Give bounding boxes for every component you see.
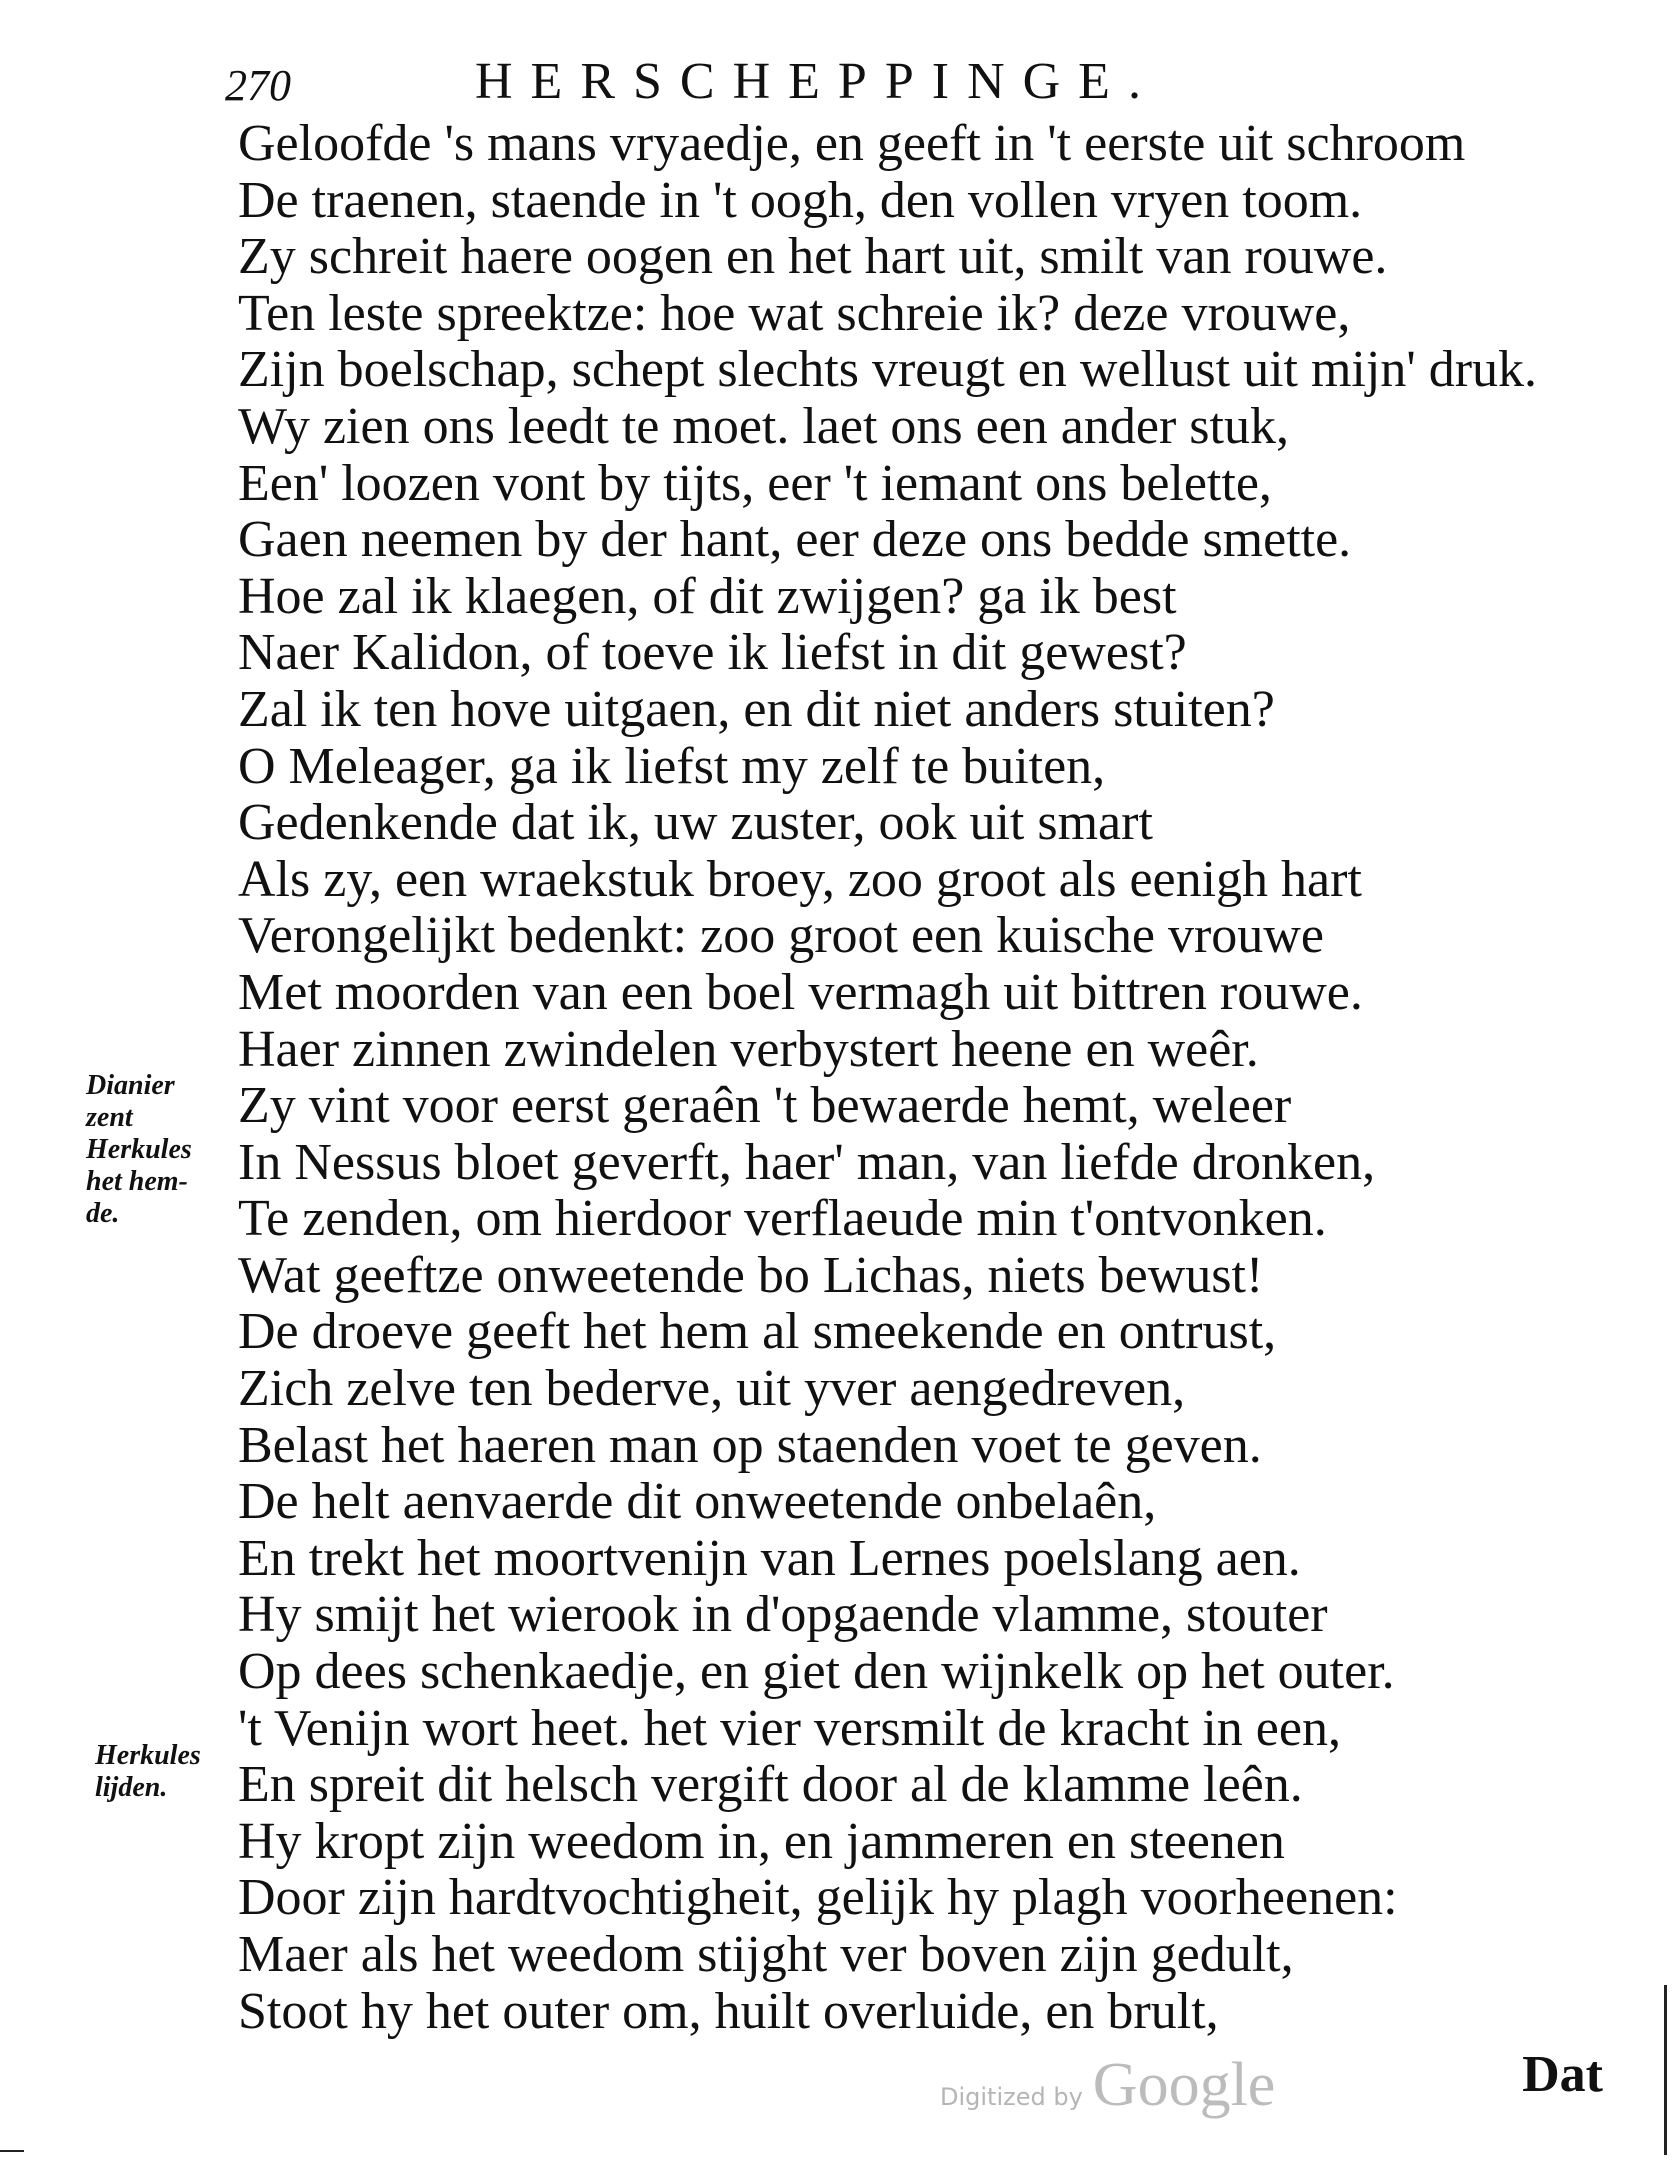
verse-line: Zy vint voor eerst geraên 't bewaerde hemt, weleer xyxy=(238,1077,1292,1135)
page-edge-line xyxy=(1664,1985,1667,2155)
verse-line: Gaen neemen by der hant, eer deze ons bedde smette. xyxy=(238,511,1352,569)
verse-line: Wy zien ons leedt te moet. laet ons een ander stuk, xyxy=(238,397,1289,455)
margin-note-line: Dianier xyxy=(86,1070,175,1101)
running-title: HERSCHEPPINGE. xyxy=(475,53,1159,110)
margin-note-line: de. xyxy=(86,1198,120,1229)
verse-line: Op dees schenkaedje, en giet den wijnkelk op het outer. xyxy=(238,1643,1395,1701)
verse-line: Naer Kalidon, of toeve ik liefst in dit gewest? xyxy=(238,624,1187,682)
verse-line: Stoot hy het outer om, huilt overluide, en brult, xyxy=(238,1982,1219,2040)
verse-line: De droeve geeft het hem al smeekende en ontrust, xyxy=(238,1303,1277,1361)
verse-line: De traenen, staende in 't oogh, den vollen vryen toom. xyxy=(238,171,1363,229)
verse-line: Belast het haeren man op staenden voet te geven. xyxy=(238,1416,1262,1474)
verse-line: Zal ik ten hove uitgaen, en dit niet anders stuiten? xyxy=(238,680,1275,738)
verse-line: Zijn boelschap, schept slechts vreugt en wellust uit mijn' druk. xyxy=(238,341,1538,399)
verse-line: Zy schreit haere oogen en het hart uit, smilt van rouwe. xyxy=(238,228,1388,286)
verse-line: Wat geeftze onweetende bo Lichas, niets bewust! xyxy=(238,1246,1264,1304)
verse-line: Zich zelve ten bederve, uit yver aengedreven, xyxy=(238,1360,1186,1418)
verse-line: Hoe zal ik klaegen, of dit zwijgen? ga ik best xyxy=(238,567,1177,625)
verse-line: Maer als het weedom stijght ver boven zijn gedult, xyxy=(238,1926,1294,1983)
verse-line: En spreit dit helsch vergift door al de klamme leên. xyxy=(238,1756,1303,1814)
page-edge-tick xyxy=(0,2150,24,2152)
verse-line: O Meleager, ga ik liefst my zelf te buiten, xyxy=(238,737,1106,795)
margin-note-line: zent xyxy=(86,1102,133,1133)
verse-line: Met moorden van een boel vermagh uit bittren rouwe. xyxy=(238,963,1363,1021)
verse-line: In Nessus bloet geverft, haer' man, van liefde dronken, xyxy=(238,1133,1376,1191)
margin-note-line: het hem- xyxy=(86,1166,188,1197)
verse-line: De helt aenvaerde dit onweetende onbelaên, xyxy=(238,1473,1157,1531)
margin-note-herkules xyxy=(95,1740,235,1804)
verse-line: Hy kropt zijn weedom in, en jammeren en steenen xyxy=(238,1812,1285,1870)
digitized-watermark xyxy=(940,2050,1275,2120)
verse-line: Als zy, een wraekstuk broey, zoo groot als eenigh hart xyxy=(238,850,1362,908)
margin-note-line: lijden. xyxy=(95,1772,168,1803)
verse-line: Hy smijt het wierook in d'opgaende vlamme, stouter xyxy=(238,1586,1328,1644)
margin-note-dianier xyxy=(86,1070,231,1230)
verse-line: Door zijn hardtvochtigheit, gelijk hy plagh voorheenen: xyxy=(238,1869,1398,1927)
page-number: 270 xyxy=(225,61,291,110)
verse-line: En trekt het moortvenijn van Lernes poelslang aen. xyxy=(238,1529,1301,1587)
verse-line: Te zenden, om hierdoor verflaeude min t'ontvonken. xyxy=(238,1190,1327,1248)
margin-note-line: Herkules xyxy=(95,1740,201,1771)
google-logo: Google xyxy=(1092,2051,1276,2119)
verse-line: Geloofde 's mans vryaedje, en geeft in 't eerste uit schroom xyxy=(238,115,1466,172)
catchword: Dat xyxy=(1522,2046,1603,2103)
verse-line: Een' loozen vont by tijts, eer 't iemant ons belette, xyxy=(238,454,1272,512)
page-header xyxy=(225,52,1405,112)
verse-line: Ten leste spreektze: hoe wat schreie ik? deze vrouwe, xyxy=(238,284,1351,342)
verse-line: Haer zinnen zwindelen verbystert heene en weêr. xyxy=(238,1020,1259,1078)
verse-block xyxy=(238,116,1578,2040)
verse-line: 't Venijn wort heet. het vier versmilt de kracht in een, xyxy=(238,1699,1341,1757)
watermark-prefix: Digitized by xyxy=(940,2083,1083,2111)
verse-line: Gedenkende dat ik, uw zuster, ook uit smart xyxy=(238,794,1153,852)
margin-note-line: Herkules xyxy=(86,1134,192,1165)
verse-line: Verongelijkt bedenkt: zoo groot een kuische vrouwe xyxy=(238,907,1324,965)
